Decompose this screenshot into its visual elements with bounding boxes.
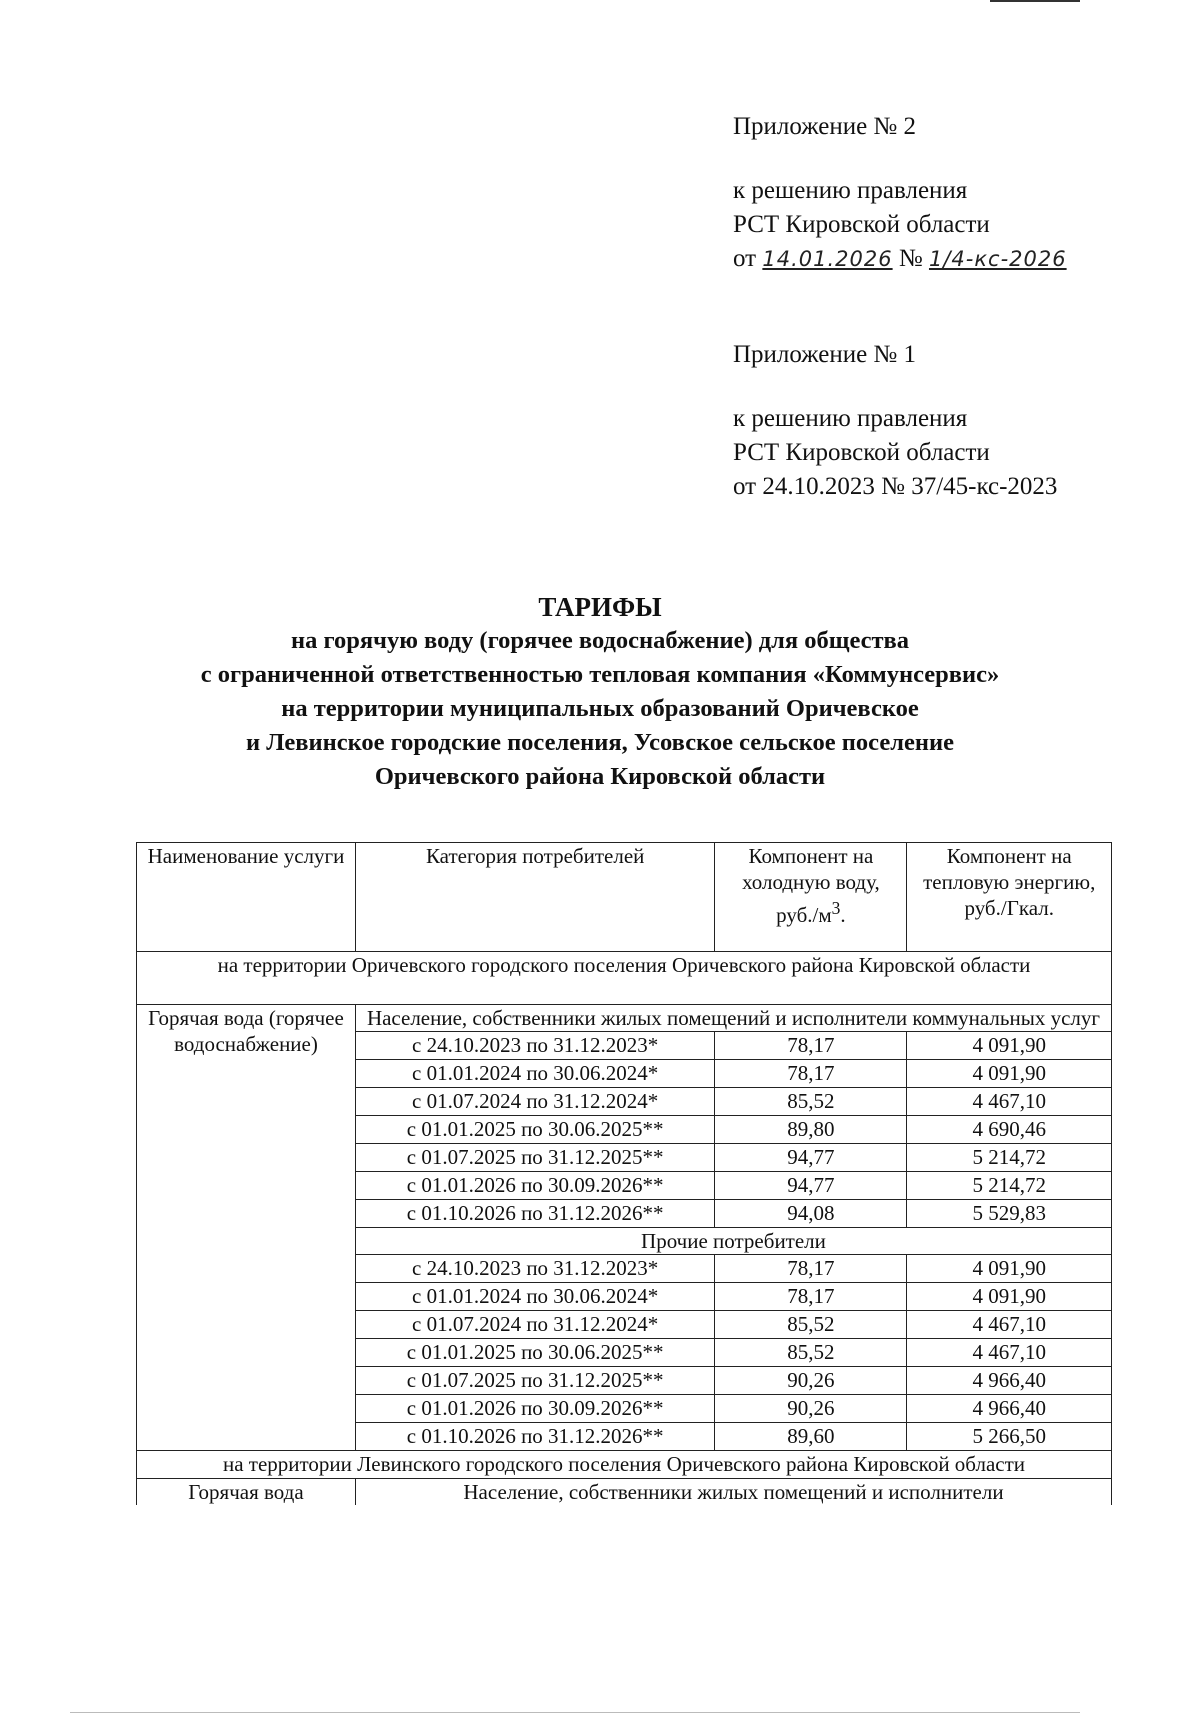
period-cell: с 01.07.2025 по 31.12.2025** <box>355 1367 714 1395</box>
scan-edge-mark <box>990 0 1080 2</box>
consumer-category: Прочие потребители <box>355 1228 1111 1255</box>
heat-cell: 4 091,90 <box>907 1032 1112 1060</box>
appendix-2-ref-from: от <box>733 245 757 272</box>
period-cell: с 01.01.2025 по 30.06.2025** <box>355 1339 714 1367</box>
cold-water-cell: 85,52 <box>715 1088 907 1116</box>
heat-cell: 4 091,90 <box>907 1283 1112 1311</box>
cold-water-cell: 94,77 <box>715 1172 907 1200</box>
section1-territory: на территории Оричевского городского поселения Оричевского района Кировской области <box>137 952 1112 1005</box>
period-cell: с 01.01.2025 по 30.06.2025** <box>355 1116 714 1144</box>
section2-service-name: Горячая вода <box>137 1479 356 1506</box>
period-cell: с 24.10.2023 по 31.12.2023* <box>355 1032 714 1060</box>
appendix-1-ref-line1: к решению правления <box>733 405 968 432</box>
period-cell: с 01.01.2024 по 30.06.2024* <box>355 1060 714 1088</box>
cold-water-cell: 78,17 <box>715 1255 907 1283</box>
appendix-2-title <box>733 110 916 144</box>
header-cold-water-sup: 3 <box>831 898 841 918</box>
cold-water-cell: 89,80 <box>715 1116 907 1144</box>
appendix-2-reference <box>733 174 1067 276</box>
title-line1: на горячую воду (горячее водоснабжение) для общества <box>290 627 910 654</box>
section2-consumer-category: Население, собственники жилых помещений и исполнители <box>355 1479 1111 1506</box>
heat-cell: 4 966,40 <box>907 1367 1112 1395</box>
group-category-row <box>137 1005 1112 1032</box>
heat-cell: 5 214,72 <box>907 1144 1112 1172</box>
title-line2: с ограниченной ответственностью тепловая компания «Коммунсервис» <box>200 661 1000 688</box>
title-line3: на территории муниципальных образований Оричевское <box>281 695 919 722</box>
cold-water-cell: 78,17 <box>715 1032 907 1060</box>
period-cell: с 01.01.2026 по 30.09.2026** <box>355 1395 714 1423</box>
period-cell: с 01.01.2024 по 30.06.2024* <box>355 1283 714 1311</box>
appendix-2-ref-line1: к решению правления <box>733 177 968 204</box>
cold-water-cell: 85,52 <box>715 1311 907 1339</box>
period-cell: с 24.10.2023 по 31.12.2023* <box>355 1255 714 1283</box>
service-name: Горячая вода (горячее водоснабжение) <box>137 1005 356 1451</box>
section2-territory-row <box>137 1451 1112 1479</box>
appendix-1-reference <box>733 402 1057 504</box>
header-cold-water-text: Компонент на холодную воду, руб./м <box>742 844 880 927</box>
heat-cell: 4 091,90 <box>907 1060 1112 1088</box>
period-cell: с 01.01.2026 по 30.09.2026** <box>355 1172 714 1200</box>
heat-cell: 4 690,46 <box>907 1116 1112 1144</box>
cold-water-cell: 85,52 <box>715 1339 907 1367</box>
period-cell: с 01.07.2024 по 31.12.2024* <box>355 1088 714 1116</box>
title-line4: и Левинское городские поселения, Усовское сельское поселение <box>246 729 954 756</box>
appendix-2-number-sign: № <box>898 245 923 272</box>
section2-territory: на территории Левинского городского поселения Оричевского района Кировской области <box>137 1451 1112 1479</box>
header-category: Категория потребителей <box>355 843 714 952</box>
cold-water-cell: 90,26 <box>715 1395 907 1423</box>
period-cell: с 01.07.2024 по 31.12.2024* <box>355 1311 714 1339</box>
appendix-2-handwritten-number: 1/4-кс-2026 <box>928 247 1067 271</box>
cold-water-cell: 90,26 <box>715 1367 907 1395</box>
table-header-row <box>137 843 1112 952</box>
heat-cell: 4 467,10 <box>907 1088 1112 1116</box>
period-cell: с 01.07.2025 по 31.12.2025** <box>355 1144 714 1172</box>
cold-water-cell: 89,60 <box>715 1423 907 1451</box>
section1-territory-row <box>137 952 1112 1005</box>
title-main: ТАРИФЫ <box>538 592 662 622</box>
header-heat: Компонент на тепловую энергию, руб./Гкал. <box>907 843 1112 952</box>
consumer-category: Население, собственники жилых помещений и исполнители коммунальных услуг <box>355 1005 1111 1032</box>
title-line5: Оричевского района Кировской области <box>374 763 826 790</box>
document-title <box>90 590 1110 794</box>
period-cell: с 01.10.2026 по 31.12.2026** <box>355 1200 714 1228</box>
heat-cell: 5 214,72 <box>907 1172 1112 1200</box>
tariffs-table <box>136 842 1112 1505</box>
header-cold-water-tail: . <box>840 903 846 927</box>
appendix-2-title-text: Приложение № 2 <box>733 113 917 140</box>
heat-cell: 5 266,50 <box>907 1423 1112 1451</box>
heat-cell: 4 091,90 <box>907 1255 1112 1283</box>
cold-water-cell: 78,17 <box>715 1060 907 1088</box>
appendix-2-handwritten-date: 14.01.2026 <box>762 247 893 271</box>
period-cell: с 01.10.2026 по 31.12.2026** <box>355 1423 714 1451</box>
appendix-2-ref-line3 <box>733 242 1067 276</box>
header-service: Наименование услуги <box>137 843 356 952</box>
section2-first-row <box>137 1479 1112 1506</box>
appendix-1-title-text: Приложение № 1 <box>733 341 917 368</box>
appendix-2-ref-line2: РСТ Кировской области <box>733 211 990 238</box>
heat-cell: 4 467,10 <box>907 1311 1112 1339</box>
cold-water-cell: 94,08 <box>715 1200 907 1228</box>
appendix-1-ref-line2: РСТ Кировской области <box>733 439 990 466</box>
heat-cell: 5 529,83 <box>907 1200 1112 1228</box>
cold-water-cell: 78,17 <box>715 1283 907 1311</box>
heat-cell: 4 966,40 <box>907 1395 1112 1423</box>
cold-water-cell: 94,77 <box>715 1144 907 1172</box>
heat-cell: 4 467,10 <box>907 1339 1112 1367</box>
header-cold-water <box>715 843 907 952</box>
scan-bottom-mark <box>70 1712 1080 1713</box>
appendix-1-title <box>733 338 916 372</box>
appendix-1-ref-line3: от 24.10.2023 № 37/45-кс-2023 <box>733 473 1058 500</box>
